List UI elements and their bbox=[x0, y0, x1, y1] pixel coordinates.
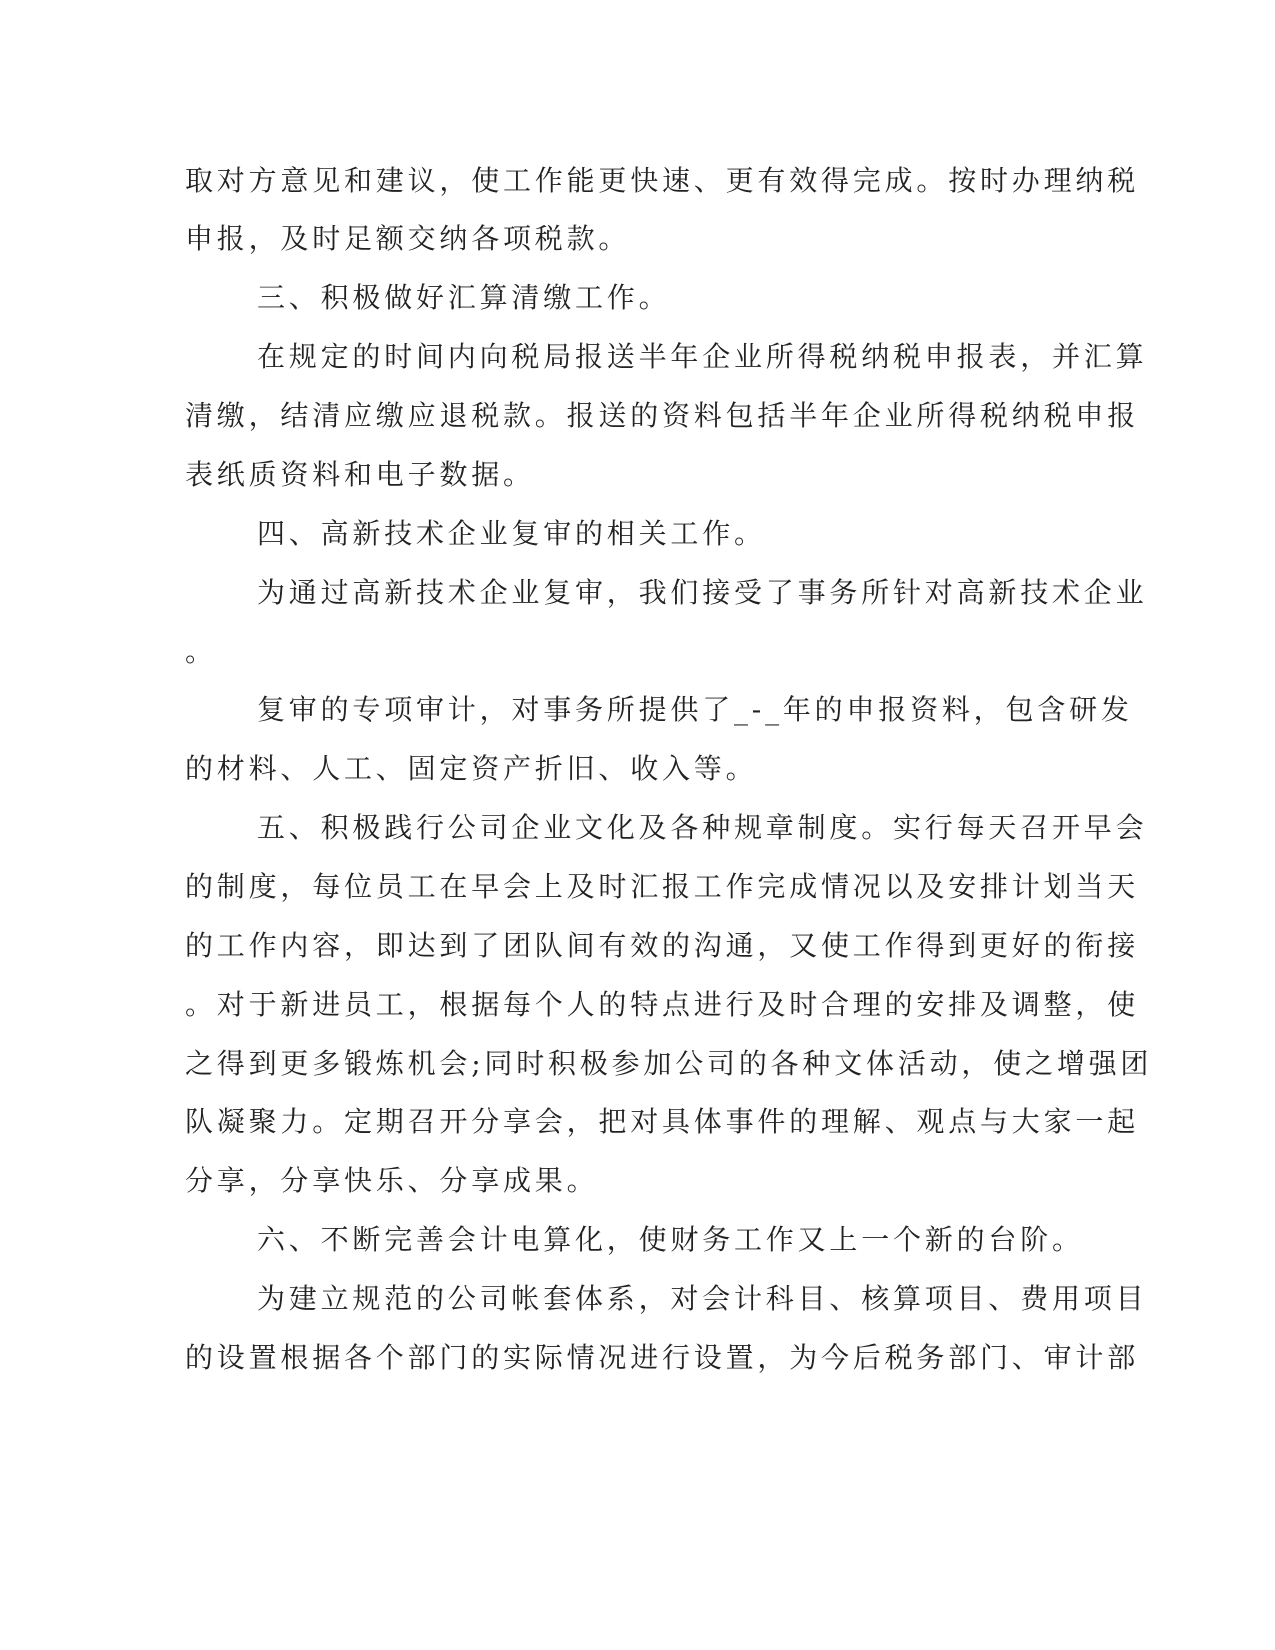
text-line: 取对方意见和建议，使工作能更快速、更有效得完成。按时办理纳税 bbox=[185, 164, 1140, 197]
text-line: 。对于新进员工，根据每个人的特点进行及时合理的安排及调整，使 bbox=[185, 988, 1140, 1021]
text-line: 表纸质资料和电子数据。 bbox=[185, 458, 535, 491]
text-line: 为建立规范的公司帐套体系，对会计科目、核算项目、费用项目 bbox=[257, 1282, 1148, 1315]
text-line: 为通过高新技术企业复审，我们接受了事务所针对高新技术企业 bbox=[257, 576, 1148, 609]
section-heading: 五、积极践行公司企业文化及各种规章制度。实行每天召开早会 bbox=[257, 811, 1148, 844]
text-line: 申报，及时足额交纳各项税款。 bbox=[185, 222, 631, 255]
text-line: 复审的专项审计，对事务所提供了_-_年的申报资料，包含研发 bbox=[257, 693, 1133, 726]
text-line: 队凝聚力。定期召开分享会，把对具体事件的理解、观点与大家一起 bbox=[185, 1105, 1140, 1138]
text-line: 之得到更多锻炼机会;同时积极参加公司的各种文体活动，使之增强团 bbox=[185, 1047, 1153, 1080]
section-heading: 四、高新技术企业复审的相关工作。 bbox=[257, 517, 766, 550]
text-line: 。 bbox=[185, 635, 217, 668]
section-heading: 三、积极做好汇算清缴工作。 bbox=[257, 281, 671, 314]
text-line: 分享，分享快乐、分享成果。 bbox=[185, 1164, 599, 1197]
text-line: 的制度，每位员工在早会上及时汇报工作完成情况以及安排计划当天 bbox=[185, 870, 1140, 903]
text-line: 在规定的时间内向税局报送半年企业所得税纳税申报表，并汇算 bbox=[257, 340, 1148, 373]
text-line: 的工作内容，即达到了团队间有效的沟通，又使工作得到更好的衔接 bbox=[185, 929, 1140, 962]
text-line: 的设置根据各个部门的实际情况进行设置，为今后税务部门、审计部 bbox=[185, 1341, 1140, 1374]
text-line: 清缴，结清应缴应退税款。报送的资料包括半年企业所得税纳税申报 bbox=[185, 399, 1140, 432]
section-heading: 六、不断完善会计电算化，使财务工作又上一个新的台阶。 bbox=[257, 1223, 1084, 1256]
text-line: 的材料、人工、固定资产折旧、收入等。 bbox=[185, 752, 758, 785]
